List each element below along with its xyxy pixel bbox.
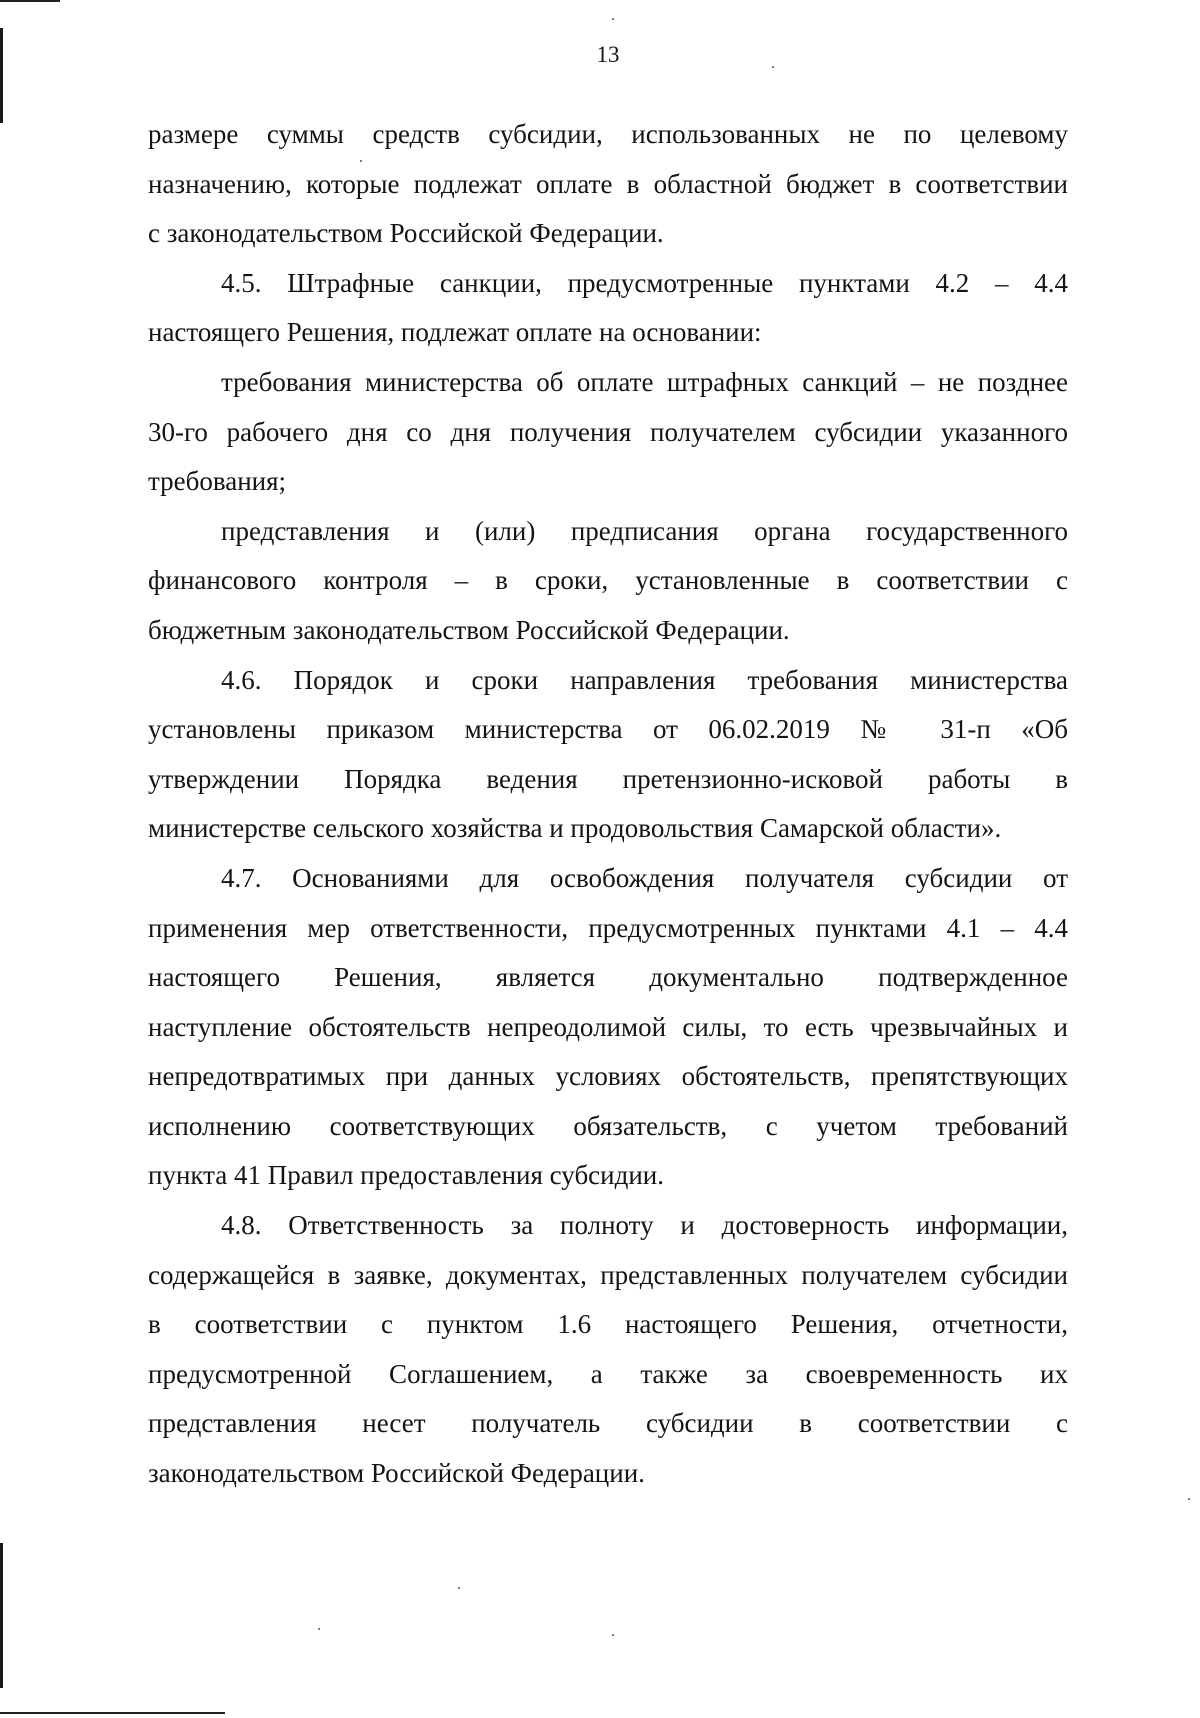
paragraph-line: предусмотренной Соглашением, а также за своевременность их	[148, 1358, 1068, 1389]
paragraph-line: 4.6. Порядок и сроки направления требования министерства	[221, 664, 1068, 695]
paragraph-line: настоящего Решения, подлежат оплате на основании:	[148, 317, 762, 348]
document-body	[148, 110, 1068, 1499]
scan-speck	[612, 1634, 614, 1636]
scan-speck	[612, 18, 614, 20]
scan-artifact-line	[0, 1712, 225, 1714]
scan-artifact-line	[0, 0, 60, 2]
scan-speck	[1188, 1498, 1190, 1500]
scan-speck	[318, 1628, 320, 1630]
paragraph-line: непредотвратимых при данных условиях обстоятельств, препятствующих	[148, 1061, 1068, 1092]
paragraph-line: представления и (или) предписания органа государственного	[221, 515, 1068, 546]
paragraph	[148, 507, 1068, 656]
paragraph-line: наступление обстоятельств непреодолимой силы, то есть чрезвычайных и	[148, 1011, 1068, 1042]
paragraph-line: назначению, которые подлежат оплате в областной бюджет в соответствии	[148, 168, 1068, 199]
page-number: 13	[596, 42, 620, 67]
paragraph-line: установлены приказом министерства от 06.02.2019 № 31-п «Об	[148, 714, 1068, 745]
scan-speck	[458, 1587, 460, 1589]
paragraph	[148, 854, 1068, 1201]
paragraph-line: 30-го рабочего дня со дня получения получателем субсидии указанного	[148, 416, 1068, 447]
paragraph-line: исполнению соответствующих обязательств, с учетом требований	[148, 1110, 1068, 1141]
paragraph-line: 4.8. Ответственность за полноту и достоверность информации,	[221, 1210, 1068, 1241]
paragraph-line: министерстве сельского хозяйства и продовольствия Самарской области».	[148, 813, 1002, 844]
paragraph-line: размере суммы средств субсидии, использованных не по целевому	[148, 119, 1068, 149]
paragraph	[148, 259, 1068, 358]
paragraph-line: законодательством Российской Федерации.	[148, 1458, 645, 1489]
paragraph-line: требования;	[148, 466, 287, 497]
paragraph-line: 4.7. Основаниями для освобождения получателя субсидии от	[221, 862, 1068, 893]
paragraph-line: финансового контроля – в сроки, установленные в соответствии с	[148, 565, 1068, 596]
paragraph-line: утверждении Порядка ведения претензионно-исковой работы в	[148, 763, 1068, 794]
paragraph-line: пункта 41 Правил предоставления субсидии.	[148, 1160, 665, 1191]
paragraph-line: 4.5. Штрафные санкции, предусмотренные пунктами 4.2 – 4.4	[221, 267, 1068, 298]
paragraph-line: бюджетным законодательством Российской Федерации.	[148, 614, 790, 645]
paragraph-line: требования министерства об оплате штрафных санкций – не позднее	[221, 366, 1068, 397]
paragraph-line: представления несет получатель субсидии в соответствии с	[148, 1408, 1068, 1439]
paragraph	[148, 358, 1068, 507]
paragraph-line: настоящего Решения, является документально подтвержденное	[148, 962, 1068, 993]
paragraph-line: в соответствии с пунктом 1.6 настоящего Решения, отчетности,	[148, 1309, 1068, 1340]
paragraph-line: с законодательством Российской Федерации.	[148, 218, 664, 249]
paragraph	[148, 110, 1068, 259]
paragraph	[148, 1201, 1068, 1499]
paragraph-line: применения мер ответственности, предусмотренных пунктами 4.1 – 4.4	[148, 912, 1068, 943]
scan-edge-mark	[0, 1543, 3, 1688]
paragraph-line: содержащейся в заявке, документах, представленных получателем субсидии	[148, 1259, 1068, 1290]
paragraph	[148, 656, 1068, 854]
